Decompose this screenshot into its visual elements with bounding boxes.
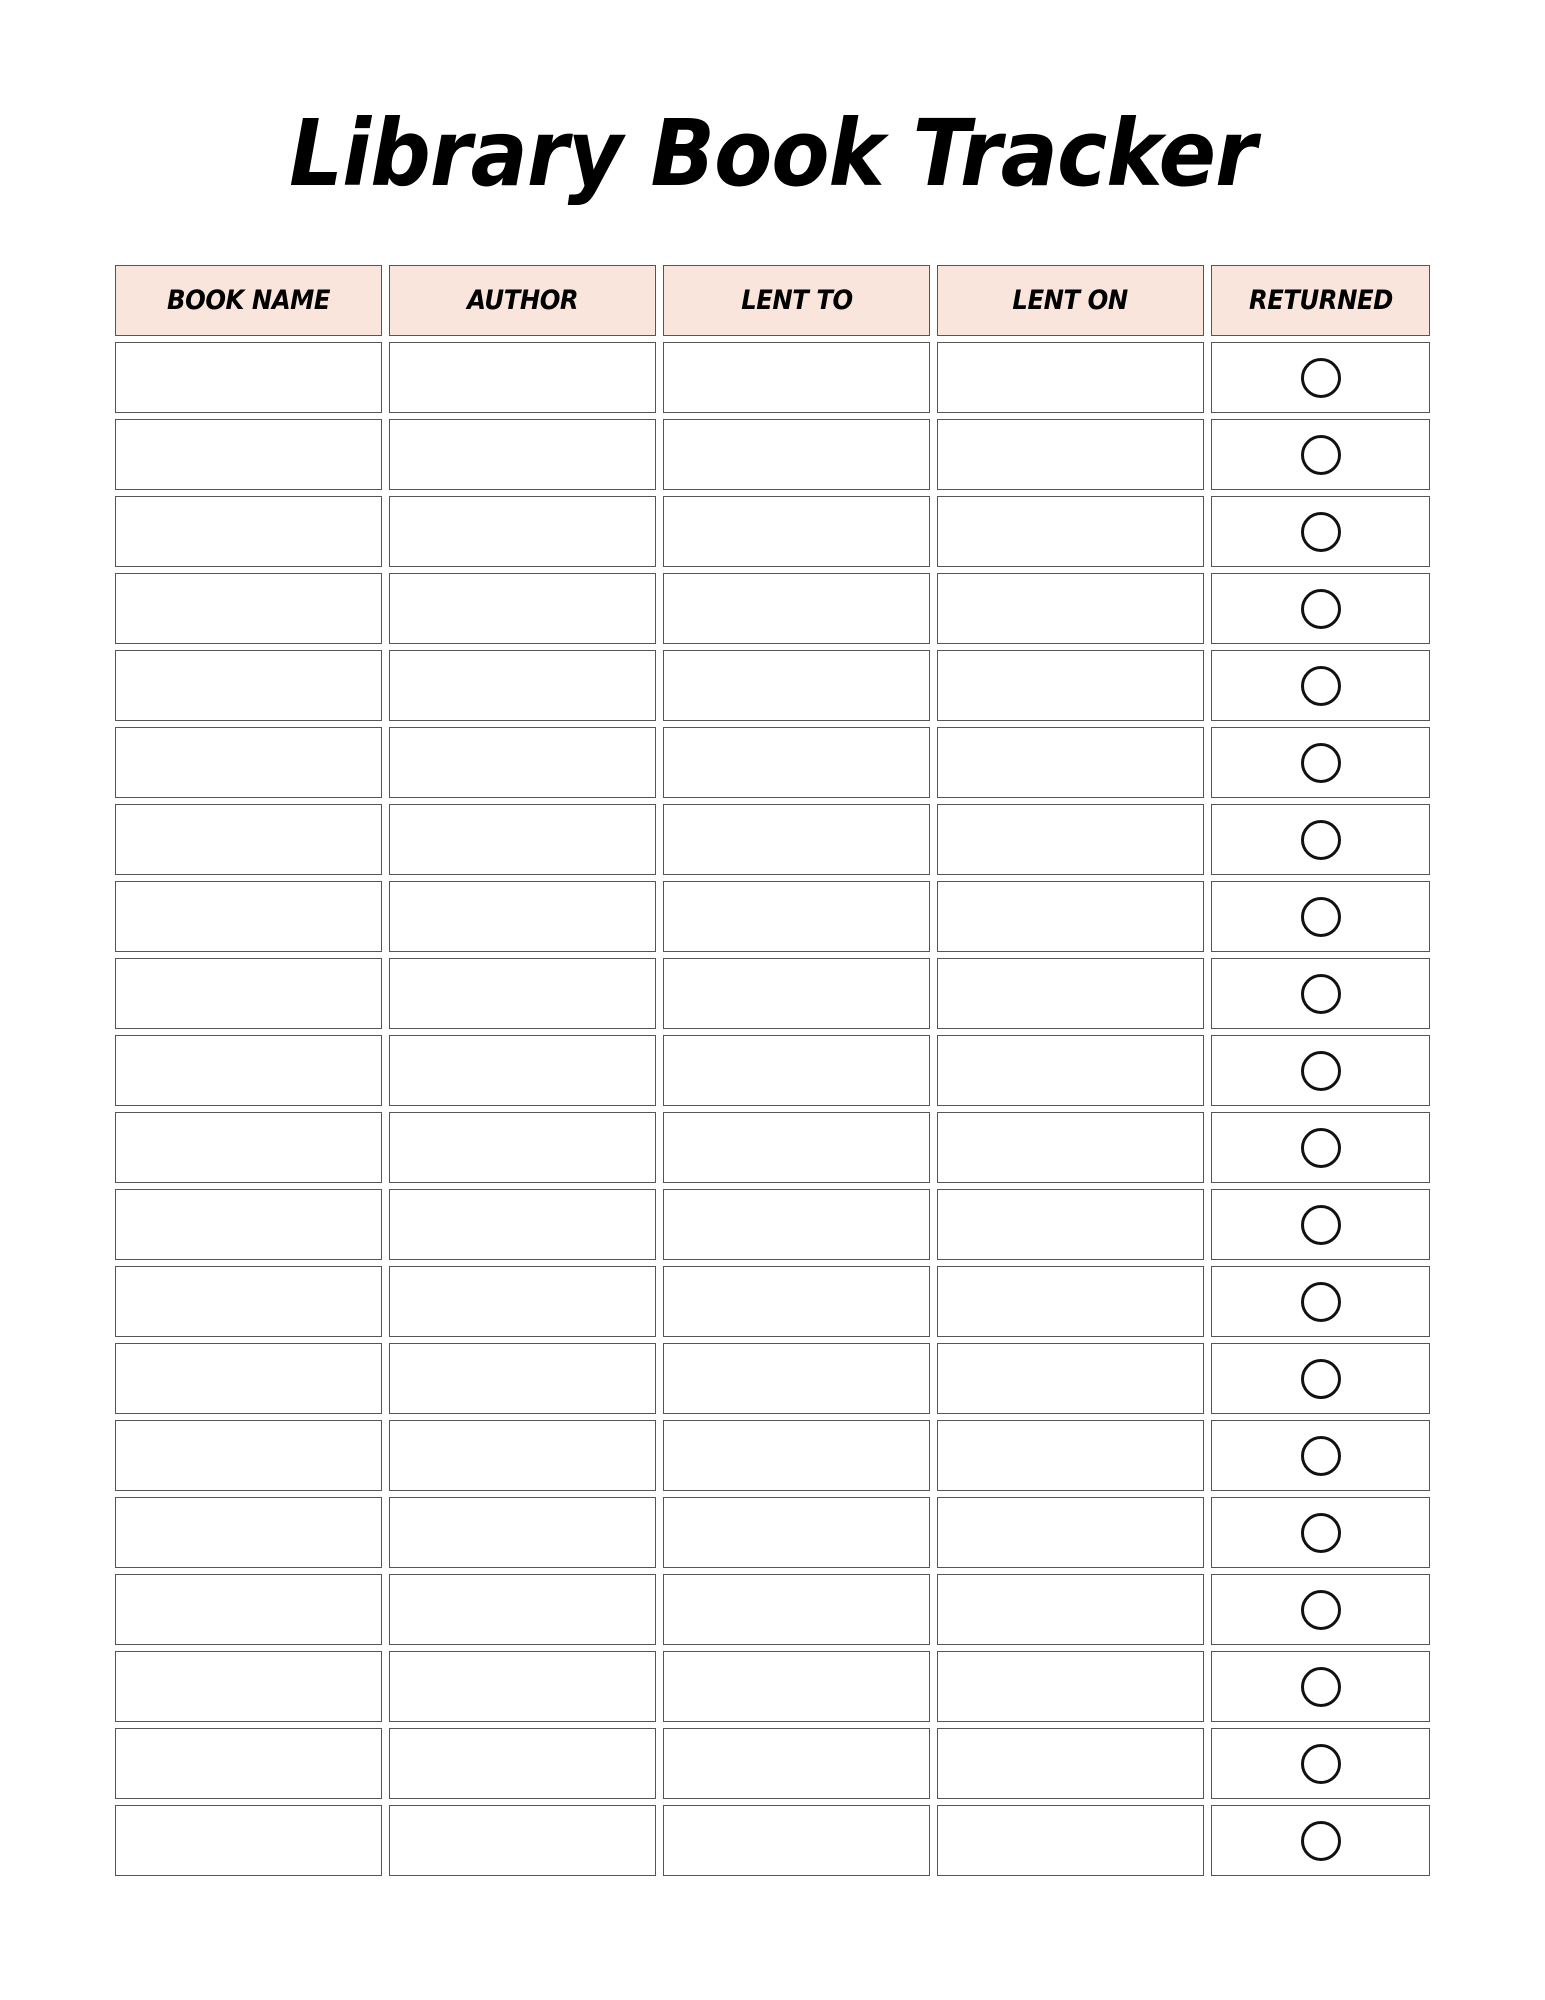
table-row: [115, 1189, 1430, 1260]
returned-cell: [1211, 727, 1430, 798]
lent-to-cell[interactable]: [663, 1651, 930, 1722]
author-cell[interactable]: [389, 1497, 656, 1568]
table-row: [115, 1574, 1430, 1645]
returned-cell: [1211, 1189, 1430, 1260]
returned-cell: [1211, 1497, 1430, 1568]
author-cell[interactable]: [389, 650, 656, 721]
circle-checkbox-icon[interactable]: [1301, 743, 1341, 783]
lent-on-cell[interactable]: [937, 573, 1204, 644]
lent-to-cell[interactable]: [663, 1189, 930, 1260]
book-name-cell[interactable]: [115, 1343, 382, 1414]
returned-cell: [1211, 1035, 1430, 1106]
book-name-cell[interactable]: [115, 419, 382, 490]
table-row: [115, 1112, 1430, 1183]
author-cell[interactable]: [389, 1035, 656, 1106]
author-cell[interactable]: [389, 1420, 656, 1491]
column-header-lent-to: [663, 265, 930, 336]
lent-to-cell[interactable]: [663, 1266, 930, 1337]
lent-to-cell[interactable]: [663, 1420, 930, 1491]
returned-cell: [1211, 1266, 1430, 1337]
lent-on-cell[interactable]: [937, 1189, 1204, 1260]
returned-cell: [1211, 1728, 1430, 1799]
author-cell[interactable]: [389, 342, 656, 413]
table-row: [115, 1266, 1430, 1337]
table-row: [115, 727, 1430, 798]
circle-checkbox-icon[interactable]: [1301, 589, 1341, 629]
book-name-cell[interactable]: [115, 1420, 382, 1491]
column-header-label: BOOK NAME: [166, 285, 331, 316]
author-cell[interactable]: [389, 1651, 656, 1722]
returned-cell: [1211, 650, 1430, 721]
book-name-cell[interactable]: [115, 1805, 382, 1876]
table-row: [115, 573, 1430, 644]
lent-to-cell[interactable]: [663, 1343, 930, 1414]
lent-on-cell[interactable]: [937, 1728, 1204, 1799]
column-header-label: LENT ON: [1012, 285, 1129, 316]
column-header-lent-on: [937, 265, 1204, 336]
book-name-cell[interactable]: [115, 1728, 382, 1799]
circle-checkbox-icon[interactable]: [1301, 1205, 1341, 1245]
lent-on-cell[interactable]: [937, 1266, 1204, 1337]
lent-on-cell[interactable]: [937, 1420, 1204, 1491]
book-name-cell[interactable]: [115, 727, 382, 798]
returned-cell: [1211, 1343, 1430, 1414]
column-header-label: LENT TO: [740, 285, 853, 316]
book-name-cell[interactable]: [115, 958, 382, 1029]
returned-cell: [1211, 1112, 1430, 1183]
circle-checkbox-icon[interactable]: [1301, 666, 1341, 706]
table-row: [115, 1497, 1430, 1568]
returned-cell: [1211, 881, 1430, 952]
author-cell[interactable]: [389, 727, 656, 798]
column-header-label: AUTHOR: [466, 285, 579, 316]
author-cell[interactable]: [389, 419, 656, 490]
column-header-book-name: [115, 265, 382, 336]
lent-to-cell[interactable]: [663, 419, 930, 490]
table-row: [115, 496, 1430, 567]
returned-cell: [1211, 1420, 1430, 1491]
table-row: [115, 1651, 1430, 1722]
circle-checkbox-icon[interactable]: [1301, 1282, 1341, 1322]
lent-to-cell[interactable]: [663, 1035, 930, 1106]
lent-to-cell[interactable]: [663, 342, 930, 413]
table-row: [115, 1343, 1430, 1414]
lent-on-cell[interactable]: [937, 804, 1204, 875]
returned-cell: [1211, 804, 1430, 875]
book-name-cell[interactable]: [115, 1497, 382, 1568]
author-cell[interactable]: [389, 1189, 656, 1260]
book-name-cell[interactable]: [115, 804, 382, 875]
book-name-cell[interactable]: [115, 1035, 382, 1106]
circle-checkbox-icon[interactable]: [1301, 435, 1341, 475]
lent-to-cell[interactable]: [663, 1574, 930, 1645]
circle-checkbox-icon[interactable]: [1301, 1436, 1341, 1476]
lent-on-cell[interactable]: [937, 1805, 1204, 1876]
lent-to-cell[interactable]: [663, 573, 930, 644]
author-cell[interactable]: [389, 881, 656, 952]
circle-checkbox-icon[interactable]: [1301, 1744, 1341, 1784]
lent-on-cell[interactable]: [937, 650, 1204, 721]
returned-cell: [1211, 958, 1430, 1029]
table-row: [115, 1805, 1430, 1876]
circle-checkbox-icon[interactable]: [1301, 512, 1341, 552]
table-row: [115, 342, 1430, 413]
lent-to-cell[interactable]: [663, 804, 930, 875]
table-row: [115, 881, 1430, 952]
book-name-cell[interactable]: [115, 342, 382, 413]
table-row: [115, 650, 1430, 721]
returned-cell: [1211, 573, 1430, 644]
circle-checkbox-icon[interactable]: [1301, 820, 1341, 860]
lent-to-cell[interactable]: [663, 727, 930, 798]
author-cell[interactable]: [389, 804, 656, 875]
column-header-author: [389, 265, 656, 336]
lent-on-cell[interactable]: [937, 496, 1204, 567]
lent-to-cell[interactable]: [663, 1497, 930, 1568]
column-header-returned: [1211, 265, 1430, 336]
lent-to-cell[interactable]: [663, 1728, 930, 1799]
lent-to-cell[interactable]: [663, 1805, 930, 1876]
lent-on-cell[interactable]: [937, 1651, 1204, 1722]
author-cell[interactable]: [389, 573, 656, 644]
lent-on-cell[interactable]: [937, 1497, 1204, 1568]
author-cell[interactable]: [389, 496, 656, 567]
page-title: Library Book Tracker: [289, 100, 1256, 207]
lent-on-cell[interactable]: [937, 1112, 1204, 1183]
circle-checkbox-icon[interactable]: [1301, 1359, 1341, 1399]
table-row: [115, 1728, 1430, 1799]
circle-checkbox-icon[interactable]: [1301, 974, 1341, 1014]
circle-checkbox-icon[interactable]: [1301, 1590, 1341, 1630]
table-row: [115, 804, 1430, 875]
header-row: [115, 265, 1430, 336]
returned-cell: [1211, 1805, 1430, 1876]
column-header-label: RETURNED: [1248, 285, 1393, 316]
book-name-cell[interactable]: [115, 1651, 382, 1722]
lent-to-cell[interactable]: [663, 958, 930, 1029]
circle-checkbox-icon[interactable]: [1301, 897, 1341, 937]
circle-checkbox-icon[interactable]: [1301, 1667, 1341, 1707]
lent-to-cell[interactable]: [663, 650, 930, 721]
table-row: [115, 1420, 1430, 1491]
book-name-cell[interactable]: [115, 1112, 382, 1183]
table-body: [115, 342, 1430, 1876]
lent-on-cell[interactable]: [937, 727, 1204, 798]
returned-cell: [1211, 419, 1430, 490]
lent-on-cell[interactable]: [937, 419, 1204, 490]
book-name-cell[interactable]: [115, 496, 382, 567]
table-row: [115, 419, 1430, 490]
returned-cell: [1211, 496, 1430, 567]
table-row: [115, 958, 1430, 1029]
lent-on-cell[interactable]: [937, 881, 1204, 952]
lent-to-cell[interactable]: [663, 881, 930, 952]
book-name-cell[interactable]: [115, 650, 382, 721]
lent-on-cell[interactable]: [937, 1035, 1204, 1106]
book-name-cell[interactable]: [115, 573, 382, 644]
lent-on-cell[interactable]: [937, 958, 1204, 1029]
circle-checkbox-icon[interactable]: [1301, 1051, 1341, 1091]
lent-to-cell[interactable]: [663, 1112, 930, 1183]
book-name-cell[interactable]: [115, 1574, 382, 1645]
author-cell[interactable]: [389, 1266, 656, 1337]
returned-cell: [1211, 342, 1430, 413]
returned-cell: [1211, 1574, 1430, 1645]
circle-checkbox-icon[interactable]: [1301, 358, 1341, 398]
returned-cell: [1211, 1651, 1430, 1722]
author-cell[interactable]: [389, 1112, 656, 1183]
author-cell[interactable]: [389, 958, 656, 1029]
circle-checkbox-icon[interactable]: [1301, 1513, 1341, 1553]
lent-on-cell[interactable]: [937, 1574, 1204, 1645]
lent-on-cell[interactable]: [937, 1343, 1204, 1414]
tracker-table: [115, 265, 1430, 1882]
author-cell[interactable]: [389, 1574, 656, 1645]
book-name-cell[interactable]: [115, 881, 382, 952]
author-cell[interactable]: [389, 1728, 656, 1799]
lent-on-cell[interactable]: [937, 342, 1204, 413]
lent-to-cell[interactable]: [663, 496, 930, 567]
book-name-cell[interactable]: [115, 1189, 382, 1260]
table-row: [115, 1035, 1430, 1106]
circle-checkbox-icon[interactable]: [1301, 1821, 1341, 1861]
book-name-cell[interactable]: [115, 1266, 382, 1337]
circle-checkbox-icon[interactable]: [1301, 1128, 1341, 1168]
author-cell[interactable]: [389, 1805, 656, 1876]
author-cell[interactable]: [389, 1343, 656, 1414]
